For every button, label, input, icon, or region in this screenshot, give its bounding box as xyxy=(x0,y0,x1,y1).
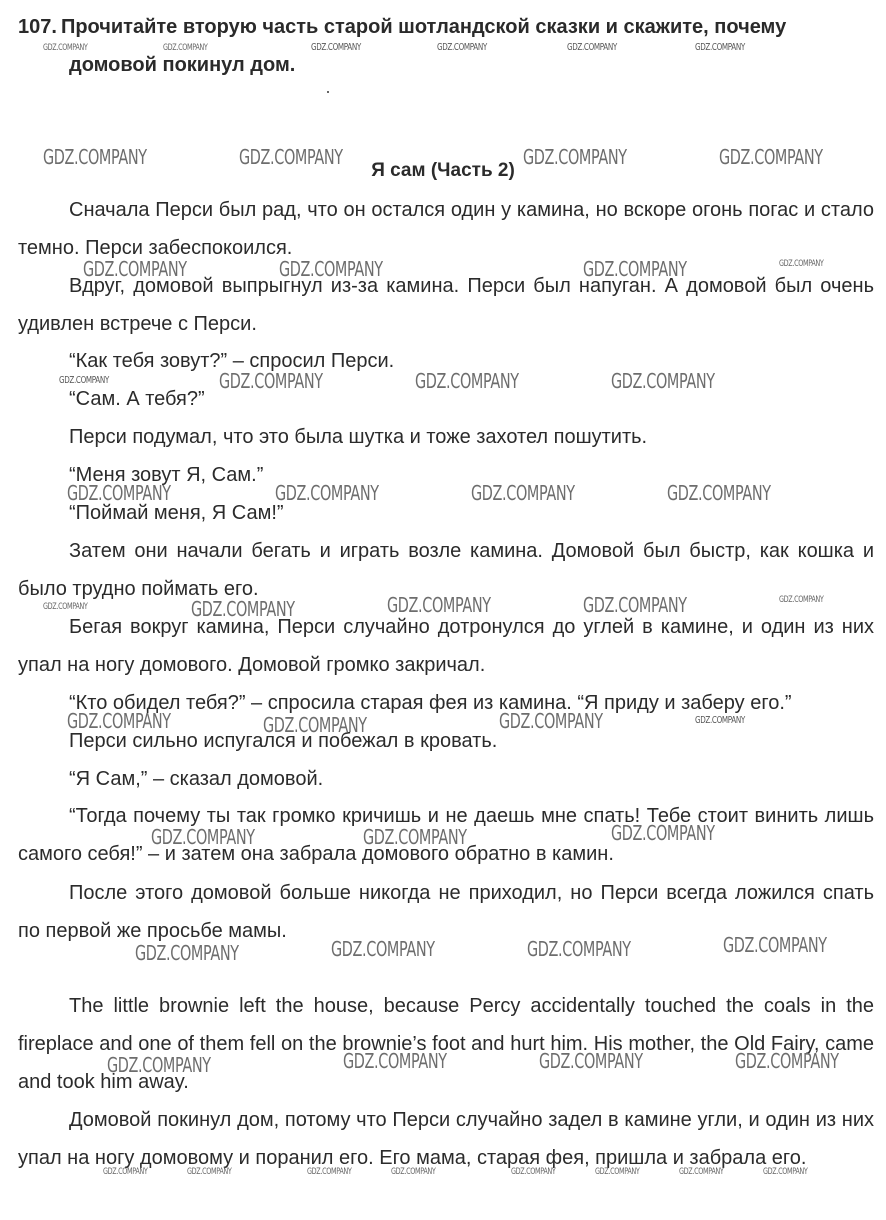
watermark: GDZ.COMPANY xyxy=(279,257,383,281)
watermark: GDZ.COMPANY xyxy=(83,257,187,281)
task-line-2: домовой покинул дом. xyxy=(69,54,296,76)
watermark: GDZ.COMPANY xyxy=(263,713,367,737)
story-paragraph: “Как тебя зовут?” – спросил Перси. xyxy=(69,350,395,372)
story-paragraph: После этого домовой больше никогда не приходил, но Перси всегда ложился спать по первой же просьбе мамы. xyxy=(18,882,874,942)
watermark: GDZ.COMPANY xyxy=(43,43,88,53)
watermark: GDZ.COMPANY xyxy=(43,145,147,169)
story-paragraph: “Сам. А тебя?” xyxy=(69,388,205,410)
watermark: GDZ.COMPANY xyxy=(611,821,715,845)
watermark: GDZ.COMPANY xyxy=(67,481,171,505)
watermark: GDZ.COMPANY xyxy=(719,145,823,169)
watermark: GDZ.COMPANY xyxy=(191,597,295,621)
watermark: GDZ.COMPANY xyxy=(331,937,435,961)
story-paragraph: Затем они начали бегать и играть возле камина. Домовой был быстр, как кошка и было трудно поймать его. xyxy=(18,540,874,600)
watermark: GDZ.COMPANY xyxy=(103,1167,148,1177)
watermark: GDZ.COMPANY xyxy=(239,145,343,169)
watermark: GDZ.COMPANY xyxy=(163,43,208,53)
watermark: GDZ.COMPANY xyxy=(723,933,827,957)
watermark: GDZ.COMPANY xyxy=(187,1167,232,1177)
watermark: GDZ.COMPANY xyxy=(583,593,687,617)
watermark: GDZ.COMPANY xyxy=(307,1167,352,1177)
watermark: GDZ.COMPANY xyxy=(499,709,603,733)
story-paragraph: Перси сильно испугался и побежал в кровать. xyxy=(69,730,498,752)
watermark: GDZ.COMPANY xyxy=(43,602,88,612)
watermark: GDZ.COMPANY xyxy=(583,257,687,281)
story-paragraph: Сначала Перси был рад, что он остался один у камина, но вскоре огонь погас и стало темно. Перси забеспокоился. xyxy=(18,199,874,259)
watermark: GDZ.COMPANY xyxy=(107,1053,211,1077)
watermark: GDZ.COMPANY xyxy=(763,1167,808,1177)
watermark: GDZ.COMPANY xyxy=(695,715,745,726)
story-paragraph: “Меня зовут Я, Сам.” xyxy=(69,464,264,486)
watermark: GDZ.COMPANY xyxy=(151,825,255,849)
watermark: GDZ.COMPANY xyxy=(595,1167,640,1177)
watermark: GDZ.COMPANY xyxy=(779,595,824,605)
story-title: Я сам (Часть 2) xyxy=(371,160,515,181)
watermark: GDZ.COMPANY xyxy=(387,593,491,617)
watermark: GDZ.COMPANY xyxy=(523,145,627,169)
answer-english: The little brownie left the house, because Percy accidentally touched the coals in the fireplace and one of them fell on the brownie’s foot and hurt him. His mother, the Old Fairy, came and took him away. xyxy=(18,995,874,1093)
story-paragraph: “Поймай меня, Я Сам!” xyxy=(69,502,284,524)
story-paragraph: “Кто обидел тебя?” – спросила старая фея из камина. “Я приду и заберу его.” xyxy=(69,692,792,714)
watermark: GDZ.COMPANY xyxy=(527,937,631,961)
watermark: GDZ.COMPANY xyxy=(219,369,323,393)
story-paragraph: Бегая вокруг камина, Перси случайно дотронулся до углей в камине, и один из них упал на ногу домового. Домовой громко закричал. xyxy=(18,616,874,676)
story-paragraph: “Тогда почему ты так громко кричишь и не даешь мне спать! Тебе стоит винить лишь самого себя!” – и затем она забрала домового обратно в камин. xyxy=(18,805,874,865)
watermark: GDZ.COMPANY xyxy=(67,709,171,733)
watermark: GDZ.COMPANY xyxy=(539,1049,643,1073)
story-paragraph: Перси подумал, что это была шутка и тоже захотел пошутить. xyxy=(69,426,648,448)
watermark: GDZ.COMPANY xyxy=(311,42,361,53)
watermark: GDZ.COMPANY xyxy=(59,375,109,386)
watermark: GDZ.COMPANY xyxy=(437,42,487,53)
watermark: GDZ.COMPANY xyxy=(471,481,575,505)
watermark: GDZ.COMPANY xyxy=(779,259,824,269)
watermark: GDZ.COMPANY xyxy=(275,481,379,505)
watermark: GDZ.COMPANY xyxy=(679,1167,724,1177)
story-paragraph: “Я Сам,” – сказал домовой. xyxy=(69,768,324,790)
task-line-1: Прочитайте вторую часть старой шотландской сказки и скажите, почему xyxy=(60,16,787,38)
watermark: GDZ.COMPANY xyxy=(415,369,519,393)
speck-mark xyxy=(327,91,329,93)
watermark: GDZ.COMPANY xyxy=(667,481,771,505)
watermark: GDZ.COMPANY xyxy=(135,941,239,965)
watermark: GDZ.COMPANY xyxy=(735,1049,839,1073)
story-paragraph: Вдруг, домовой выпрыгнул из-за камина. Перси был напуган. А домовой был очень удивлен встрече с Перси. xyxy=(18,275,874,335)
task-number: 107. xyxy=(18,16,57,38)
answer-russian: Домовой покинул дом, потому что Перси случайно задел в камине угли, и один из них упал на ногу домовому и поранил его. Его мама, старая фея, пришла и забрала его. xyxy=(18,1109,874,1169)
watermark: GDZ.COMPANY xyxy=(567,42,617,53)
watermark: GDZ.COMPANY xyxy=(343,1049,447,1073)
watermark: GDZ.COMPANY xyxy=(695,42,745,53)
watermark: GDZ.COMPANY xyxy=(511,1167,556,1177)
watermark: GDZ.COMPANY xyxy=(363,825,467,849)
watermark: GDZ.COMPANY xyxy=(611,369,715,393)
watermark: GDZ.COMPANY xyxy=(391,1167,436,1177)
